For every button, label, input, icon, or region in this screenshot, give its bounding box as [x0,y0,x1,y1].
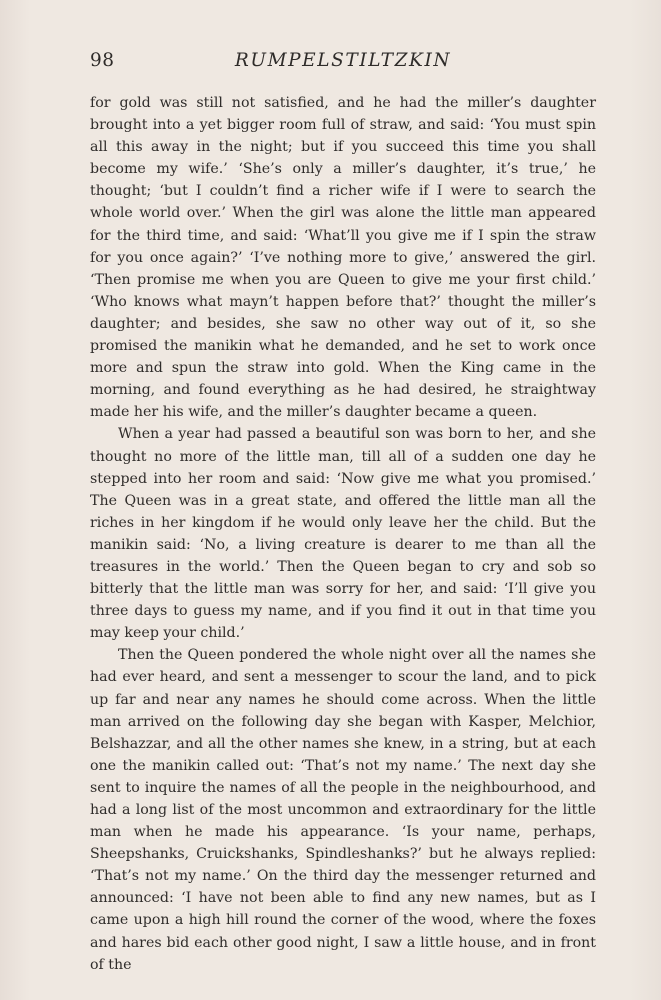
paragraph-1: for gold was still not satisfied, and he had the miller’s daughter brought into a yet bigger room full of straw, and said: ‘You must spin all this away in the night; but if you succeed this time you shall become my wife.’ ‘She’s only a miller’s daughter, it’s true,’ he thought; ‘but I couldn’t find a richer wife if I were to search the whole world over.’ When the girl was alone the little man appeared for the third time, and said: ‘What’ll you give me if I spin the straw for you once again?’ ‘I’ve nothing more to give,’ answered the girl. ‘Then promise me when you are Queen to give me your first child.’ ‘Who knows what mayn’t happen before that?’ thought the miller’s daughter; and besides, she saw no other way out of it, so she promised the manikin what he demanded, and he set to work once more and spun the straw into gold. When the King came in the morning, and found everything as he had desired, he straightway made her his wife, and the miller’s daughter became a queen. [90,95,596,421]
page-number: 98 [90,50,115,71]
body-text [90,92,596,976]
paragraph-2: When a year had passed a beautiful son was born to her, and she thought no more of the little man, till all of a sudden one day he stepped into her room and said: ‘Now give me what you promised.’ The Queen was in a great state, and offered the little man all the riches in her kingdom if he would only leave her the child. But the manikin said: ‘No, a living creature is dearer to me than all the treasures in the world.’ Then the Queen began to cry and sob so bitterly that the little man was sorry for her, and said: ‘I’ll give you three days to guess my name, and if you find it out in that time you may keep your child.’ [90,426,596,642]
paragraph-3: Then the Queen pondered the whole night over all the names she had ever heard, and sent a messenger to scour the land, and to pick up far and near any names he should come across. When the little man arrived on the following day she began with Kasper, Melchior, Belshazzar, and all the other names she knew, in a string, but at each one the manikin called out: ‘That’s not my name.’ The next day she sent to inquire the names of all the people in the neighbourhood, and had a long list of the most uncommon and extraordinary for the little man when he made his appearance. ‘Is your name, perhaps, Sheepshanks, Cruickshanks, Spindleshanks?’ but he always replied: ‘That’s not my name.’ On the third day the messenger returned and announced: ‘I have not been able to find any new names, but as I came upon a high hill round the corner of the wood, where the foxes and hares bid each other good night, I saw a little house, and in front of the [90,647,596,973]
running-title: RUMPELSTILTZKIN [234,50,452,71]
running-head [90,50,596,78]
